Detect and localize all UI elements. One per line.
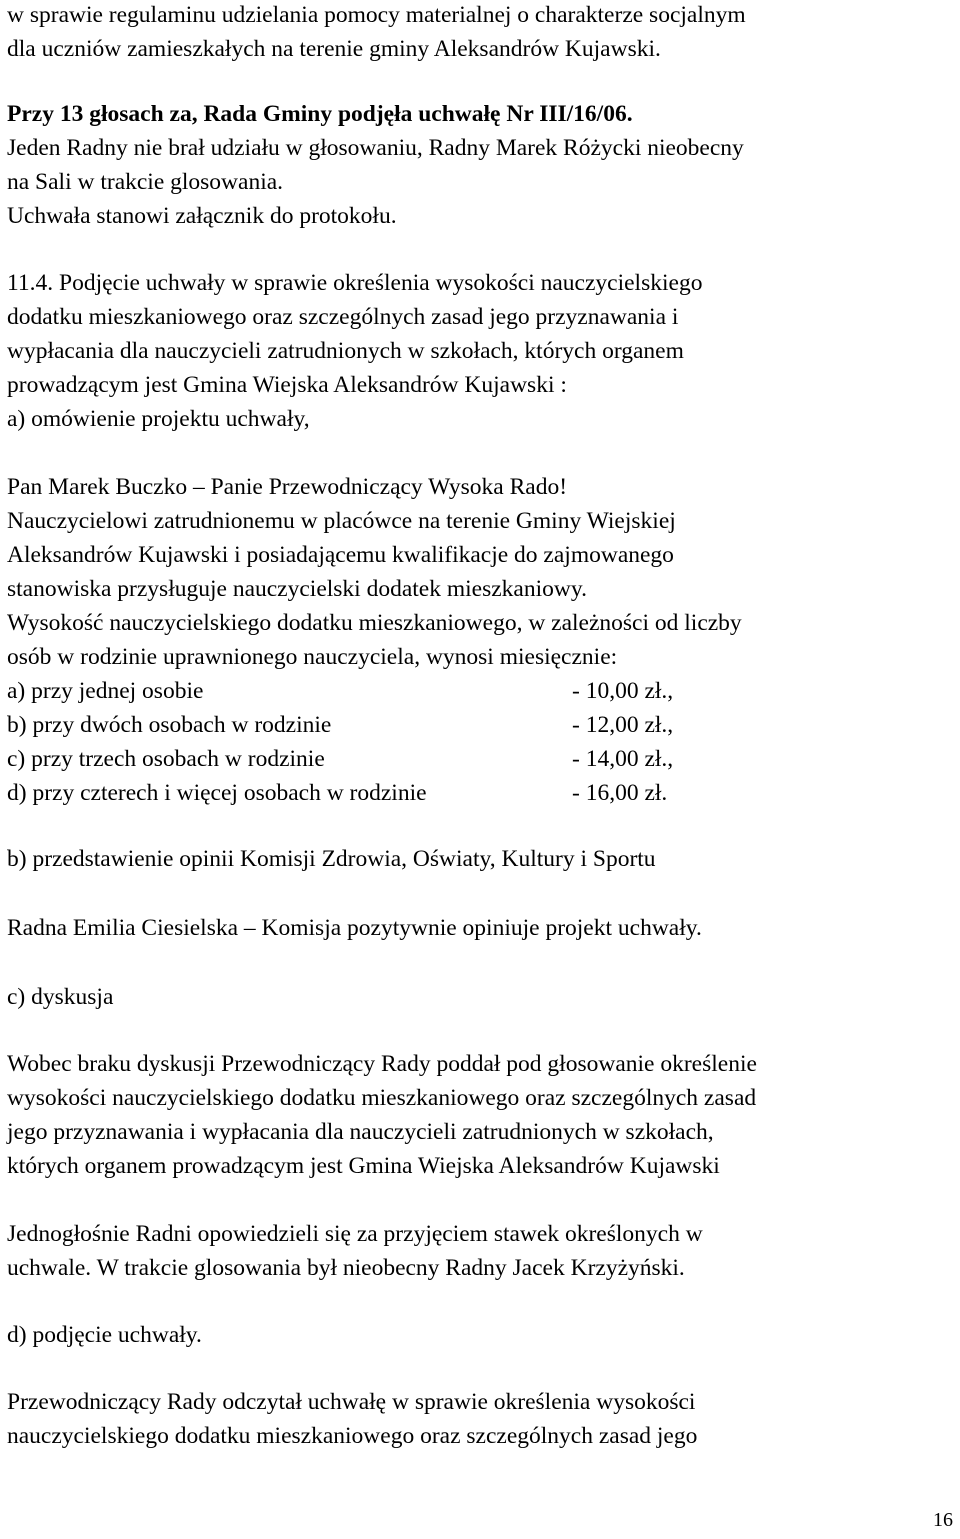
speaker-line: Pan Marek Buczko – Panie Przewodniczący Wysoka Rado! [7, 474, 568, 500]
text-line: Wobec braku dyskusji Przewodniczący Rady poddał pod głosowanie określenie [7, 1051, 757, 1077]
sub-item-c: c) dyskusja [7, 984, 114, 1010]
allowance-label: a) przy jednej osobie [7, 678, 204, 704]
page-number: 16 [933, 1509, 953, 1531]
allowance-amount: - 14,00 zł., [572, 746, 674, 772]
text-line: stanowiska przysługuje nauczycielski dodatek mieszkaniowy. [7, 576, 587, 602]
opinion-line: Radna Emilia Ciesielska – Komisja pozytywnie opiniuje projekt uchwały. [7, 915, 702, 941]
text-line: w sprawie regulaminu udzielania pomocy materialnej o charakterze socjalnym [7, 2, 746, 28]
text-line: jego przyznawania i wypłacania dla nauczycieli zatrudnionych w szkołach, [7, 1119, 714, 1145]
text-line: dodatku mieszkaniowego oraz szczególnych zasad jego przyznawania i [7, 304, 679, 330]
agenda-item-heading: 11.4. Podjęcie uchwały w sprawie określenia wysokości nauczycielskiego [7, 270, 703, 296]
text-line: Jednogłośnie Radni opowiedzieli się za przyjęciem stawek określonych w [7, 1221, 703, 1247]
text-line: wypłacania dla nauczycieli zatrudnionych w szkołach, których organem [7, 338, 684, 364]
allowance-label: c) przy trzech osobach w rodzinie [7, 746, 325, 772]
allowance-label: b) przy dwóch osobach w rodzinie [7, 712, 332, 738]
allowance-amount: - 10,00 zł., [572, 678, 674, 704]
text-line: nauczycielskiego dodatku mieszkaniowego oraz szczególnych zasad jego [7, 1423, 698, 1449]
sub-item-a: a) omówienie projektu uchwały, [7, 406, 310, 432]
text-line: Jeden Radny nie brał udziału w głosowaniu, Radny Marek Różycki nieobecny [7, 135, 744, 161]
text-line: Przewodniczący Rady odczytał uchwałę w sprawie określenia wysokości [7, 1389, 696, 1415]
vote-result-heading: Przy 13 głosach za, Rada Gminy podjęła uchwałę Nr III/16/06. [7, 101, 633, 127]
text-line: dla uczniów zamieszkałych na terenie gminy Aleksandrów Kujawski. [7, 36, 661, 62]
text-line: na Sali w trakcie glosowania. [7, 169, 284, 195]
allowance-amount: - 16,00 zł. [572, 780, 668, 806]
text-line: prowadzącym jest Gmina Wiejska Aleksandrów Kujawski : [7, 372, 567, 398]
text-line: Wysokość nauczycielskiego dodatku mieszkaniowego, w zależności od liczby [7, 610, 742, 636]
allowance-amount: - 12,00 zł., [572, 712, 674, 738]
text-line: Nauczycielowi zatrudnionemu w placówce na terenie Gminy Wiejskiej [7, 508, 676, 534]
text-line: Aleksandrów Kujawski i posiadającemu kwalifikacje do zajmowanego [7, 542, 674, 568]
text-line: wysokości nauczycielskiego dodatku mieszkaniowego oraz szczególnych zasad [7, 1085, 757, 1111]
allowance-label: d) przy czterech i więcej osobach w rodzinie [7, 780, 427, 806]
sub-item-d: d) podjęcie uchwały. [7, 1322, 202, 1348]
text-line: uchwale. W trakcie glosowania był nieobecny Radny Jacek Krzyżyński. [7, 1255, 685, 1281]
text-line: osób w rodzinie uprawnionego nauczyciela, wynosi miesięcznie: [7, 644, 618, 670]
sub-item-b: b) przedstawienie opinii Komisji Zdrowia, Oświaty, Kultury i Sportu [7, 846, 656, 872]
text-line: których organem prowadzącym jest Gmina Wiejska Aleksandrów Kujawski [7, 1153, 720, 1179]
text-line: Uchwała stanowi załącznik do protokołu. [7, 203, 397, 229]
